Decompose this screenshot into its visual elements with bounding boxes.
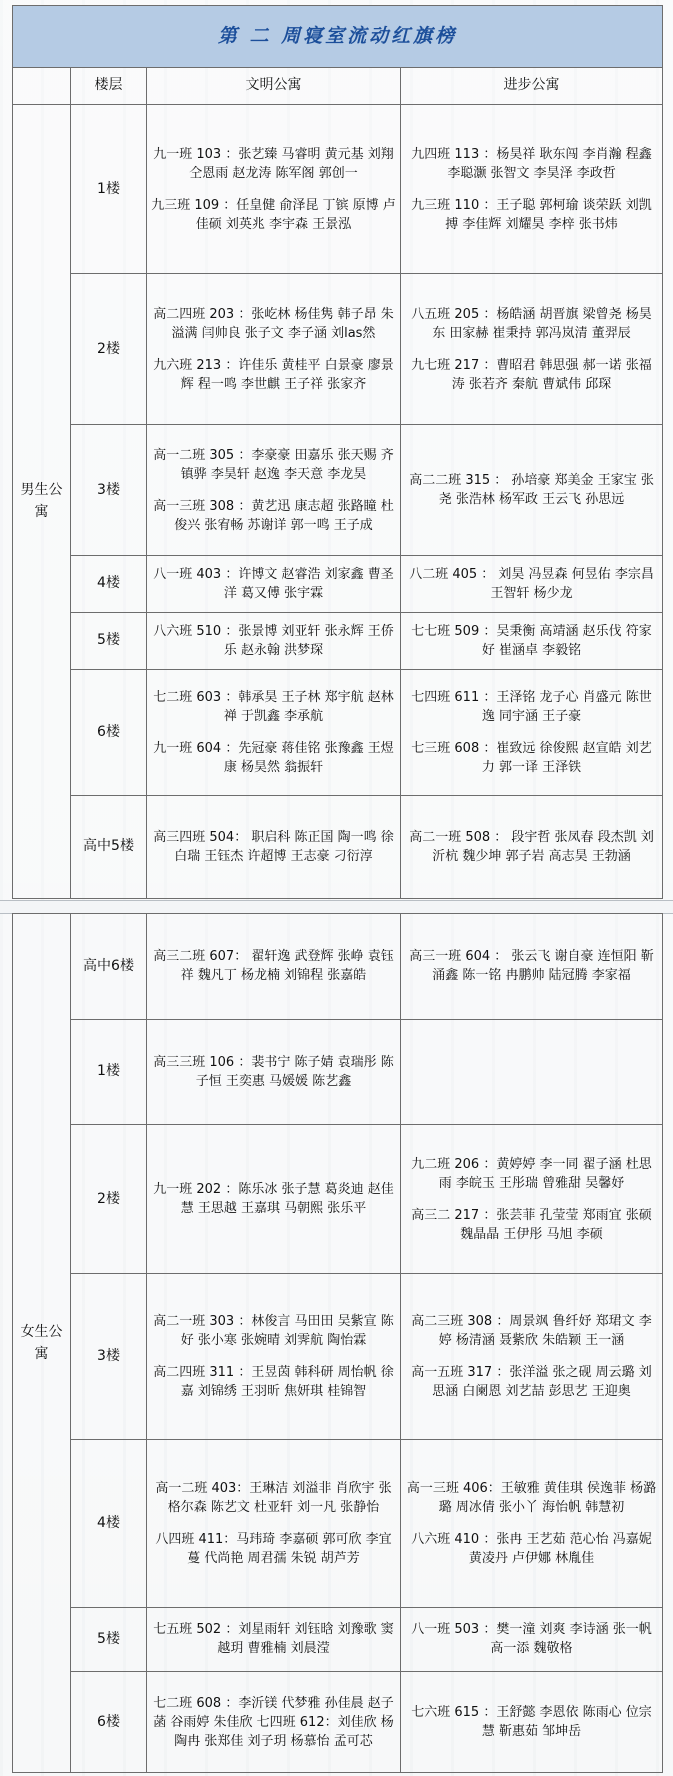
progress-apartment-cell [401,1019,663,1125]
dorm-entry: 高一三班 308 ：黄艺迅 康志超 张路瞳 杜俊兴 张宥畅 苏谢详 郭一鸣 王子成 [153,498,394,533]
dorm-entry: 九七班 217 ：曹昭君 韩思强 郝一诺 张福涛 张若齐 秦航 曹斌伟 邱琛 [411,357,652,392]
dorm-entry: 高二一班 303 ：林俊言 马田田 吴紫宣 陈好 张小寒 张婉晴 刘霁航 陶怡霖 [153,1314,394,1349]
header-floor: 楼层 [71,67,147,104]
dorm-entry: 八六班 510 ：张景博 刘亚轩 张永辉 王侨乐 赵永翰 洪梦琛 [153,623,394,658]
dorm-entry: 八四班 411：马玮琦 李嘉硕 郭可欣 李宜蔓 代尚艳 周君孺 朱锐 胡芦芳 [155,1532,392,1567]
floor-label: 2楼 [71,1125,147,1274]
dorm-entry: 高三三班 106 ：裴书宁 陈子婧 袁瑞彤 陈子恒 王奕惠 马媛媛 陈艺鑫 [153,1054,394,1089]
dorm-entry: 九二班 206 ：黄婷婷 李一同 翟子涵 杜思雨 李皖玉 王彤瑞 曾雅甜 吴馨妤 [411,1156,652,1191]
dorm-entry: 八一班 503 ：樊一潼 刘爽 李诗涵 张一帆 高一添 魏敬格 [411,1622,652,1657]
progress-apartment-cell [401,1440,663,1607]
dorm-entry: 九六班 213 ：许佳乐 黄桂平 白景豪 廖景辉 程一鸣 李世麒 王子祥 张家齐 [153,357,394,392]
dorm-entry: 高二一班 508 ： 段宇哲 张凤春 段杰凯 刘沂杭 魏少坤 郭子岩 高志昊 王勃涵 [409,829,654,864]
civilized-apartment-cell [147,274,401,425]
table-row [13,274,663,425]
dorm-entry: 七四班 611 ：王泽铭 龙子心 肖盛元 陈世逸 同宇涵 王子豪 [411,689,652,724]
floor-label: 1楼 [71,1019,147,1125]
table-row [13,1125,663,1274]
dorm-entry: 七三班 608 ：崔致远 徐俊熙 赵宣皓 刘艺力 郭一译 王泽铁 [411,740,652,775]
civilized-apartment-cell [147,795,401,898]
page-title: 第 二 周寝室流动红旗榜 [13,6,663,68]
progress-apartment-cell [401,274,663,425]
dorm-entry: 高二三班 308 ：周景飒 鲁纤妤 郑珺文 李婷 杨清涵 聂紫欣 朱皓颖 王一涵 [411,1314,652,1349]
dorm-entry: 九三班 110 ：王子聪 郭柯瑜 谈荣跃 刘凯搏 李佳辉 刘耀昊 李梓 张书炜 [411,197,652,232]
table-row [13,669,663,795]
table-row [13,424,663,555]
dorm-entry: 高一二班 305 ：李豪豪 田嘉乐 张天赐 齐镇骅 李昊轩 赵逸 李天意 李龙昊 [153,447,394,482]
progress-apartment-cell [401,1274,663,1440]
dorm-entry: 高三二班 607： 翟轩逸 武登辉 张峥 袁钰祥 魏凡丁 杨龙楠 刘锦程 张嘉皓 [153,949,394,984]
dorm-entry: 高二二班 315 ： 孙培豪 郑美金 王家宝 张尧 张浩林 杨军政 王云飞 孙思远 [409,473,654,508]
civilized-apartment-cell [147,914,401,1020]
table-row [13,1019,663,1125]
civilized-apartment-cell [147,1019,401,1125]
dorm-entry: 高二四班 311 ：王昱茵 韩科研 周怡帆 徐嘉 刘锦绣 王羽昕 焦妍琪 桂锦智 [153,1365,394,1400]
civilized-apartment-cell [147,669,401,795]
progress-apartment-cell [401,914,663,1020]
dorm-entry: 高三二 217 ：张芸菲 孔莹莹 郑雨宜 张硕 魏晶晶 王伊彤 马旭 李硕 [411,1207,652,1242]
floor-label: 3楼 [71,1274,147,1440]
civilized-apartment-cell [147,104,401,274]
honor-table-female [12,913,663,1773]
table-row [13,914,663,1020]
progress-apartment-cell [401,424,663,555]
dorm-entry: 九一班 103 ：张艺臻 马睿明 黄元基 刘翔 仝恩雨 赵龙涛 陈军阁 郭创一 [153,146,394,181]
civilized-apartment-cell [147,556,401,612]
table-row [13,1607,663,1671]
progress-apartment-cell [401,612,663,669]
floor-label: 6楼 [71,1672,147,1773]
civilized-apartment-cell [147,1274,401,1440]
floor-label: 1楼 [71,104,147,274]
dorm-entry: 七二班 603 ：韩承昊 王子林 郑宇航 赵林禅 于凯鑫 李承航 [153,689,394,724]
progress-apartment-cell [401,1125,663,1274]
floor-label: 4楼 [71,556,147,612]
page-break-divider [0,900,673,914]
floor-label: 6楼 [71,669,147,795]
dorm-entry: 八一班 403 ：许博文 赵睿浩 刘家鑫 曹圣洋 葛又傅 张宇霖 [153,566,394,601]
floor-label: 4楼 [71,1440,147,1607]
progress-apartment-cell [401,1672,663,1773]
dorm-entry: 七五班 502 ：刘星雨轩 刘钰晗 刘豫歌 窦越玥 曹雅楠 刘晨滢 [153,1622,394,1657]
dorm-entry: 高一五班 317 ：张洋溢 张之砚 周云璐 刘思涵 白阑恩 刘艺喆 彭思艺 王迎奥 [411,1365,652,1400]
section-label: 男生公寓 [13,104,71,898]
honor-table-male [12,5,663,899]
progress-apartment-cell [401,556,663,612]
civilized-apartment-cell [147,1607,401,1671]
dorm-entry: 高一二班 403：王琳洁 刘溢非 肖欣宇 张格尔森 陈艺文 杜亚轩 刘一凡 张静怡 [155,1481,392,1516]
dorm-entry: 九四班 113 ：杨昊祥 耿东闯 李肖瀚 程鑫 李聪灏 张智文 李昊泽 李政哲 [411,146,652,181]
progress-apartment-cell [401,1607,663,1671]
civilized-apartment-cell [147,424,401,555]
dorm-entry: 七七班 509 ：吴秉衡 高靖涵 赵乐伐 符家好 崔涵卓 李毅铭 [411,623,652,658]
header-blank [13,67,71,104]
header-civilized: 文明公寓 [147,67,401,104]
table-row [13,1274,663,1440]
floor-label: 高中5楼 [71,795,147,898]
floor-label: 2楼 [71,274,147,425]
table-row [13,612,663,669]
section-label: 女生公寓 [13,914,71,1773]
dorm-entry: 八五班 205 ：杨皓涵 胡晋旗 梁曾尧 杨昊东 田家赫 崔秉持 郭冯岚清 董羿辰 [411,306,652,341]
progress-apartment-cell [401,795,663,898]
floor-label: 3楼 [71,424,147,555]
progress-apartment-cell [401,669,663,795]
table-row [13,1440,663,1607]
dorm-entry: 七二班 608 ：李沂镁 代梦雅 孙佳晨 赵子菡 谷雨婷 朱佳欣 七四班 612：刘佳欣 杨陶冉 张郑佳 刘子玥 杨慕怡 孟可芯 [153,1695,394,1749]
table-row [13,795,663,898]
dorm-entry: 九一班 202 ：陈乐冰 张子慧 葛炎迪 赵佳慧 王思越 王嘉琪 马朝熙 张乐平 [153,1182,394,1217]
civilized-apartment-cell [147,1440,401,1607]
dorm-entry: 九三班 109 ：任皇健 俞泽昆 丁镔 原博 卢佳硕 刘英兆 李宇森 王景泓 [151,197,396,232]
floor-label: 5楼 [71,1607,147,1671]
floor-label: 5楼 [71,612,147,669]
dorm-entry: 七六班 615 ：王舒懿 李恩依 陈雨心 位宗慧 靳惠茹 邹坤岳 [411,1705,652,1739]
civilized-apartment-cell [147,612,401,669]
header-progress: 进步公寓 [401,67,663,104]
dorm-entry: 高一三班 406：王敏雅 黄佳琪 侯逸菲 杨潞璐 周冰倩 张小丫 海怡帆 韩慧初 [406,1481,657,1516]
dorm-entry: 八六班 410 ：张冉 王艺茹 范心怡 冯嘉妮 黄凌丹 卢伊娜 林胤佳 [411,1532,652,1567]
dorm-entry: 九一班 604 ：先冠豪 蒋佳铭 张豫鑫 王煜康 杨昊然 翁振轩 [153,740,394,775]
table-row [13,104,663,274]
dorm-entry: 高三一班 604 ： 张云飞 谢自豪 连恒阳 靳涌鑫 陈一铭 冉鹏帅 陆冠腾 李家福 [409,949,654,984]
table-row [13,556,663,612]
civilized-apartment-cell [147,1672,401,1773]
dorm-entry: 高二四班 203 ：张屹林 杨佳隽 韩子昂 朱溢满 闫帅良 张子文 李子涵 刘las然 [153,306,394,341]
floor-label: 高中6楼 [71,914,147,1020]
table-row [13,1672,663,1773]
dorm-entry: 高三四班 504： 职启科 陈正国 陶一鸣 徐白瑞 王钰杰 许超博 王志豪 刁衍淳 [153,829,394,864]
dorm-entry: 八二班 405 ： 刘昊 冯昱森 何昱佑 李宗昌 王智轩 杨少龙 [409,566,654,601]
progress-apartment-cell [401,104,663,274]
civilized-apartment-cell [147,1125,401,1274]
